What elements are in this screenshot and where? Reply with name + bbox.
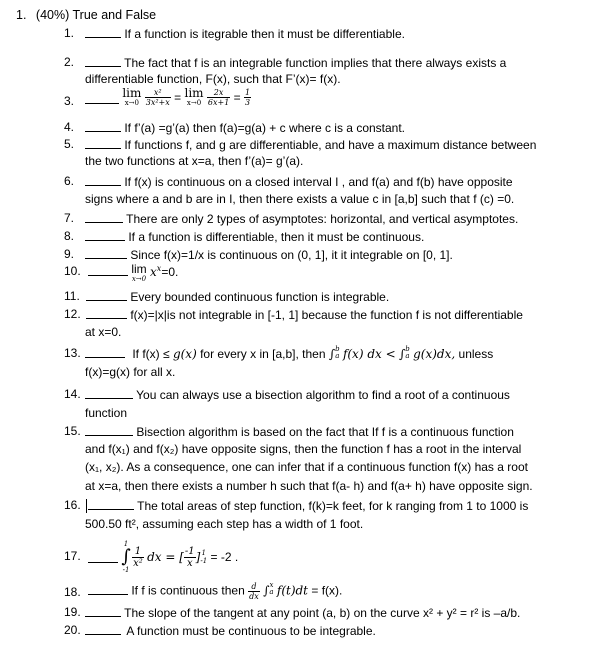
section-header	[16, 8, 156, 22]
question-text: If functions f, and g are differentiable, and have a maximum distance between	[124, 138, 537, 152]
question-number: 14.	[64, 387, 81, 401]
question-text: If f’(a) =g’(a) then f(a)=g(a) + c where c is a constant.	[124, 121, 406, 135]
question-number: 19.	[64, 605, 81, 619]
limit-subscript: x→0	[131, 275, 147, 283]
question-text: unless	[458, 347, 494, 361]
question-text-line2: at x=0.	[85, 325, 122, 339]
fraction	[244, 88, 251, 107]
upper-limit: 1	[201, 549, 206, 557]
question-text: A function must be continuous to be integrable.	[126, 624, 376, 638]
answer-blank[interactable]	[85, 120, 121, 132]
fraction	[145, 88, 171, 107]
question-text: If f(x) is continuous on a closed interval I , and f(a) and f(b) have opposite	[124, 175, 513, 189]
upper-limit: b	[405, 345, 410, 353]
answer-blank[interactable]	[88, 583, 128, 595]
math-expression: g(x)dx,	[413, 347, 456, 361]
question-number: 7.	[64, 211, 75, 225]
denominator: 3x²+x	[145, 98, 170, 107]
question-text: There are only 2 types of asymptotes: horizontal, and vertical asymptotes.	[126, 212, 519, 226]
math-expression: f(x) dx <	[342, 347, 396, 361]
answer-blank[interactable]	[88, 498, 134, 510]
answer-blank[interactable]	[86, 289, 127, 301]
question-number: 15.	[64, 424, 81, 438]
question-text: Since f(x)=1/x is continuous on (0, 1], it it integrable on [0, 1].	[130, 248, 453, 262]
question-text: If f is continuous then	[131, 583, 245, 598]
question-text-line4: at x=a, then there exists a number h such that f(a- h) and f(a+ h) have opposite sign.	[85, 479, 533, 493]
question-number: 18.	[64, 585, 81, 599]
question-number: 12.	[64, 307, 81, 321]
question-number: 5.	[64, 137, 75, 151]
equals-sign: =	[174, 90, 182, 105]
question-number: 8.	[64, 229, 75, 243]
question-text: f(x)=|x|is not integrable in [-1, 1] because the function f is not differentiable	[130, 308, 523, 322]
question-text-line2: f(x)=g(x) for all x.	[85, 365, 176, 379]
answer-blank[interactable]	[85, 605, 121, 617]
answer-blank[interactable]	[85, 623, 121, 635]
question-number: 4.	[64, 120, 75, 134]
math-expression: dx = [	[147, 550, 184, 564]
answer-blank[interactable]	[88, 264, 128, 276]
upper-limit: b	[335, 345, 340, 353]
result-text: = -2 .	[210, 550, 239, 564]
lower-limit: -1	[200, 557, 208, 565]
upper-limit: 1	[123, 540, 129, 548]
question-number: 1.	[64, 26, 75, 40]
math-expression: x	[150, 265, 157, 279]
answer-blank[interactable]	[85, 424, 133, 436]
result-text: = f(x).	[311, 583, 343, 598]
question-number: 17.	[64, 549, 81, 563]
question-text: Bisection algorithm is based on the fact that If f is a continuous function	[136, 425, 514, 439]
question-number: 6.	[64, 174, 75, 188]
limit-label: lim	[122, 86, 142, 100]
question-text: You can always use a bisection algorithm to find a root of a continuous	[136, 388, 510, 402]
numerator: 1	[132, 546, 144, 558]
upper-limit: x	[269, 581, 274, 589]
numerator: 2x	[207, 88, 230, 98]
lower-limit: -1	[122, 566, 130, 574]
answer-blank[interactable]	[85, 92, 119, 104]
answer-blank[interactable]	[86, 307, 127, 319]
question-number: 3.	[64, 94, 75, 108]
question-text-line2: function	[85, 406, 128, 420]
numerator: -1	[184, 545, 195, 557]
numerator: 1	[245, 88, 251, 97]
math-expression: g(x)	[172, 347, 197, 361]
limit-subscript: x→0	[124, 99, 140, 107]
fraction	[207, 88, 230, 107]
answer-blank[interactable]	[85, 387, 133, 399]
denominator: 6x+1	[207, 98, 230, 107]
question-text-line2: differentiable function, F(x), such that F’(x)= f(x).	[85, 72, 341, 86]
answer-blank[interactable]	[88, 551, 118, 563]
question-text-line2: the two functions at x=a, then f’(a)= g’(a).	[85, 154, 304, 168]
answer-blank[interactable]	[85, 55, 121, 67]
integral-sign: ∫	[263, 583, 270, 598]
question-number: 2.	[64, 55, 75, 69]
denominator: dx	[249, 592, 259, 601]
section-title: (40%) True and False	[35, 8, 157, 22]
equals-sign: =	[233, 90, 241, 105]
question-number: 16.	[64, 498, 81, 512]
numerator: d	[248, 582, 260, 592]
lower-limit: a	[335, 352, 340, 360]
question-number: 20.	[64, 623, 81, 637]
question-text: =0.	[161, 265, 179, 279]
question-text-line2: signs where a and b are in I, then there exists a value c in [a,b] such that f (c) =0.	[85, 192, 515, 206]
answer-blank[interactable]	[85, 211, 123, 223]
denominator: x²	[133, 557, 143, 569]
answer-blank[interactable]	[85, 174, 121, 186]
question-text: If a function is differentiable, then it must be continuous.	[128, 230, 425, 244]
answer-blank[interactable]	[85, 229, 125, 241]
answer-blank[interactable]	[85, 247, 127, 259]
answer-blank[interactable]	[85, 26, 121, 38]
limit-label: lim	[131, 262, 147, 276]
answer-blank[interactable]	[85, 346, 125, 358]
question-number: 9.	[64, 247, 75, 261]
question-text: If f(x) ≤	[132, 347, 170, 361]
question-text: Every bounded continuous function is integrable.	[130, 290, 390, 304]
numerator: x²	[145, 88, 171, 98]
denominator: 3	[245, 98, 251, 107]
section-number: 1.	[16, 8, 27, 22]
denominator: x	[186, 557, 193, 569]
answer-blank[interactable]	[85, 137, 121, 149]
question-number: 10.	[64, 264, 81, 278]
limit-subscript: x→0	[186, 99, 202, 107]
bracket: ]	[195, 550, 201, 564]
limit-label: lim	[184, 86, 204, 100]
question-text: If a function is itegrable then it must be differentiable.	[124, 27, 405, 41]
integral-sign: ∫	[399, 347, 406, 361]
integral-sign: ∫	[328, 347, 336, 361]
text-cursor	[86, 499, 87, 513]
question-text: for every x in [a,b], then	[200, 347, 326, 361]
question-text: The slope of the tangent at any point (a, b) on the curve x² + y² = r² is –a/b.	[124, 606, 521, 620]
question-text-line2: and f(x₁) and f(x₂) have opposite signs, then the function f has a root in the interval	[85, 442, 522, 456]
question-text: The total areas of step function, f(k)=k feet, for k ranging from 1 to 1000 is	[137, 499, 529, 513]
question-number: 13.	[64, 346, 81, 360]
integral-sign: ∫	[121, 546, 131, 567]
question-text-line2: 500.50 ft², assuming each step has a width of 1 foot.	[85, 517, 364, 531]
exponent: x	[156, 264, 162, 273]
question-text: The fact that f is an integrable function implies that there always exists a	[124, 56, 507, 70]
math-expression: f(t)dt	[276, 583, 309, 598]
question-text-line3: (x₁, x₂). As a consequence, one can infer that if a continuous function f(x) has a root	[85, 460, 528, 474]
question-number: 11.	[64, 289, 80, 303]
lower-limit: a	[405, 352, 410, 360]
lower-limit: a	[269, 588, 274, 596]
